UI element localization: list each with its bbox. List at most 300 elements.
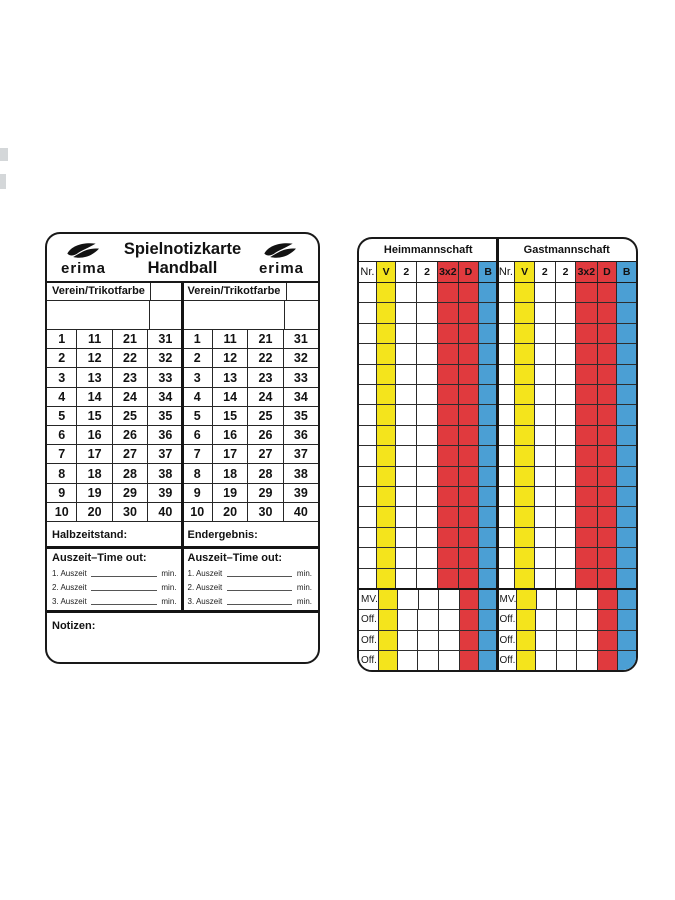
score-cell[interactable] (557, 590, 577, 609)
score-cell[interactable] (479, 283, 498, 302)
score-cell[interactable] (498, 324, 516, 343)
player-number-cell[interactable]: 4 (47, 388, 77, 406)
score-cell[interactable] (498, 344, 516, 363)
score-cell[interactable] (557, 631, 577, 650)
player-number-cell[interactable]: 13 (77, 368, 112, 386)
score-cell[interactable] (598, 385, 618, 404)
player-number-cell[interactable]: 26 (113, 426, 148, 444)
score-cell[interactable] (438, 569, 459, 588)
score-cell[interactable] (576, 283, 597, 302)
score-cell[interactable] (617, 548, 636, 567)
score-cell[interactable] (617, 324, 636, 343)
score-cell[interactable] (396, 528, 417, 547)
score-cell[interactable] (417, 487, 437, 506)
score-cell[interactable] (556, 385, 576, 404)
score-cell[interactable] (535, 365, 556, 384)
score-cell[interactable] (377, 426, 397, 445)
score-cell[interactable] (515, 528, 535, 547)
score-cell[interactable] (359, 426, 377, 445)
timeout-fill-line[interactable] (227, 583, 293, 591)
score-cell[interactable] (377, 303, 397, 322)
player-number-cell[interactable]: 13 (213, 368, 248, 386)
player-number-cell[interactable]: 5 (183, 407, 213, 425)
player-number-cell[interactable]: 19 (213, 484, 248, 502)
player-number-cell[interactable]: 2 (47, 349, 77, 367)
score-cell[interactable] (498, 548, 516, 567)
score-cell[interactable] (438, 365, 459, 384)
player-number-cell[interactable]: 23 (248, 368, 283, 386)
player-number-cell[interactable]: 27 (248, 445, 283, 463)
score-cell[interactable] (439, 651, 460, 670)
player-number-cell[interactable]: 14 (77, 388, 112, 406)
score-cell[interactable] (417, 426, 437, 445)
score-cell[interactable] (535, 426, 556, 445)
score-cell[interactable] (577, 590, 598, 609)
score-cell[interactable] (439, 631, 460, 650)
score-cell[interactable] (618, 610, 636, 629)
score-cell[interactable] (617, 303, 636, 322)
score-cell[interactable] (598, 548, 618, 567)
score-cell[interactable] (535, 467, 556, 486)
score-cell[interactable] (479, 344, 498, 363)
score-cell[interactable] (577, 610, 598, 629)
score-cell[interactable] (556, 528, 576, 547)
score-cell[interactable] (438, 324, 459, 343)
score-cell[interactable] (396, 324, 417, 343)
player-number-cell[interactable]: 5 (47, 407, 77, 425)
player-number-cell[interactable]: 20 (77, 503, 112, 521)
player-number-cell[interactable]: 34 (293, 389, 308, 404)
score-cell[interactable] (439, 610, 460, 629)
score-cell[interactable] (598, 569, 618, 588)
score-cell[interactable] (396, 507, 417, 526)
score-cell[interactable] (598, 651, 618, 670)
player-number-cell[interactable]: 7 (47, 445, 77, 463)
score-cell[interactable] (598, 590, 618, 609)
score-cell[interactable] (396, 405, 417, 424)
score-cell[interactable] (515, 405, 535, 424)
score-cell[interactable] (438, 548, 459, 567)
score-cell[interactable] (396, 426, 417, 445)
player-number-cell[interactable]: 11 (213, 330, 248, 348)
score-cell[interactable] (377, 365, 397, 384)
score-cell[interactable] (576, 528, 597, 547)
score-cell[interactable] (459, 303, 479, 322)
player-number-cell[interactable]: 30 (113, 503, 148, 521)
score-cell[interactable] (359, 507, 377, 526)
score-cell[interactable] (417, 344, 437, 363)
player-number-cell[interactable]: 36 (293, 428, 308, 443)
player-number-cell[interactable]: 32 (293, 351, 308, 366)
score-cell[interactable] (459, 446, 479, 465)
score-cell[interactable] (517, 610, 536, 629)
score-cell[interactable] (576, 405, 597, 424)
jersey-color-cell[interactable] (149, 301, 183, 329)
timeout-fill-line[interactable] (91, 597, 157, 605)
score-cell[interactable] (576, 569, 597, 588)
score-cell[interactable] (459, 548, 479, 567)
score-cell[interactable] (359, 283, 377, 302)
score-cell[interactable] (515, 548, 535, 567)
score-cell[interactable] (438, 507, 459, 526)
score-cell[interactable] (459, 467, 479, 486)
player-number-cell[interactable]: 3 (47, 368, 77, 386)
score-cell[interactable] (536, 631, 557, 650)
score-cell[interactable] (479, 590, 497, 609)
score-cell[interactable] (417, 548, 437, 567)
final-score-field[interactable] (183, 522, 319, 546)
score-cell[interactable] (417, 528, 437, 547)
player-number-cell[interactable]: 35 (158, 408, 173, 423)
player-number-cell[interactable]: 19 (77, 484, 112, 502)
player-number-cell[interactable]: 39 (293, 485, 308, 500)
score-cell[interactable] (479, 467, 498, 486)
player-number-cell[interactable]: 11 (77, 330, 112, 348)
score-cell[interactable] (617, 344, 636, 363)
score-cell[interactable] (479, 507, 498, 526)
player-number-cell[interactable]: 40 (293, 504, 308, 519)
score-cell[interactable] (515, 426, 535, 445)
score-cell[interactable] (459, 426, 479, 445)
score-cell[interactable] (359, 467, 377, 486)
player-number-cell[interactable]: 18 (77, 464, 112, 482)
player-number-cell[interactable]: 4 (183, 388, 213, 406)
player-number-cell[interactable]: 12 (77, 349, 112, 367)
score-cell[interactable] (359, 385, 377, 404)
score-cell[interactable] (479, 487, 498, 506)
player-number-cell[interactable]: 26 (248, 426, 283, 444)
score-cell[interactable] (515, 283, 535, 302)
timeout-fill-line[interactable] (91, 569, 157, 577)
score-cell[interactable] (398, 651, 419, 670)
player-number-cell[interactable]: 3 (183, 368, 213, 386)
player-number-cell[interactable]: 25 (113, 407, 148, 425)
player-number-cell[interactable]: 6 (183, 426, 213, 444)
score-cell[interactable] (556, 283, 576, 302)
score-cell[interactable] (598, 487, 618, 506)
score-cell[interactable] (535, 385, 556, 404)
score-cell[interactable] (459, 569, 479, 588)
notes-field[interactable] (47, 613, 318, 662)
score-cell[interactable] (515, 507, 535, 526)
score-cell[interactable] (517, 590, 536, 609)
score-cell[interactable] (617, 426, 636, 445)
score-cell[interactable] (396, 385, 417, 404)
player-number-cell[interactable]: 37 (158, 447, 173, 462)
player-number-cell[interactable]: 10 (183, 503, 213, 521)
score-cell[interactable] (359, 405, 377, 424)
score-cell[interactable] (417, 303, 437, 322)
score-cell[interactable] (535, 405, 556, 424)
score-cell[interactable] (556, 324, 576, 343)
score-cell[interactable] (377, 467, 397, 486)
score-cell[interactable] (515, 385, 535, 404)
score-cell[interactable] (515, 446, 535, 465)
score-cell[interactable] (438, 344, 459, 363)
score-cell[interactable] (556, 303, 576, 322)
player-number-cell[interactable]: 2 (183, 349, 213, 367)
player-number-cell[interactable]: 17 (213, 445, 248, 463)
score-cell[interactable] (535, 446, 556, 465)
score-cell[interactable] (498, 405, 516, 424)
player-number-cell[interactable]: 39 (158, 485, 173, 500)
score-cell[interactable] (556, 569, 576, 588)
jersey-color-cell[interactable] (150, 283, 182, 300)
score-cell[interactable] (556, 426, 576, 445)
player-number-cell[interactable]: 21 (113, 330, 148, 348)
score-cell[interactable] (459, 405, 479, 424)
score-cell[interactable] (459, 324, 479, 343)
score-cell[interactable] (556, 446, 576, 465)
score-cell[interactable] (359, 528, 377, 547)
score-cell[interactable] (576, 487, 597, 506)
score-cell[interactable] (515, 487, 535, 506)
score-cell[interactable] (419, 590, 439, 609)
score-cell[interactable] (618, 631, 636, 650)
score-cell[interactable] (418, 631, 438, 650)
score-cell[interactable] (396, 344, 417, 363)
score-cell[interactable] (576, 548, 597, 567)
score-cell[interactable] (459, 283, 479, 302)
score-cell[interactable] (498, 426, 516, 445)
score-cell[interactable] (598, 426, 618, 445)
score-cell[interactable] (535, 487, 556, 506)
score-cell[interactable] (459, 507, 479, 526)
score-cell[interactable] (498, 507, 516, 526)
score-cell[interactable] (479, 446, 498, 465)
score-cell[interactable] (396, 303, 417, 322)
player-number-cell[interactable]: 40 (158, 504, 173, 519)
score-cell[interactable] (598, 610, 618, 629)
score-cell[interactable] (479, 426, 498, 445)
score-cell[interactable] (379, 590, 398, 609)
player-number-cell[interactable]: 21 (248, 330, 283, 348)
score-cell[interactable] (359, 446, 377, 465)
score-cell[interactable] (576, 385, 597, 404)
score-cell[interactable] (359, 344, 377, 363)
score-cell[interactable] (576, 344, 597, 363)
score-cell[interactable] (417, 507, 437, 526)
player-number-cell[interactable]: 23 (113, 368, 148, 386)
score-cell[interactable] (598, 365, 618, 384)
score-cell[interactable] (517, 631, 536, 650)
score-cell[interactable] (556, 344, 576, 363)
score-cell[interactable] (556, 467, 576, 486)
player-number-cell[interactable]: 33 (158, 370, 173, 385)
player-number-cell[interactable]: 1 (183, 330, 213, 348)
club-name-field[interactable] (47, 301, 149, 329)
player-number-cell[interactable]: 33 (293, 370, 308, 385)
score-cell[interactable] (377, 569, 397, 588)
score-cell[interactable] (576, 365, 597, 384)
score-cell[interactable] (359, 569, 377, 588)
score-cell[interactable] (379, 651, 398, 670)
score-cell[interactable] (459, 487, 479, 506)
score-cell[interactable] (618, 651, 636, 670)
score-cell[interactable] (479, 405, 498, 424)
player-number-cell[interactable]: 38 (158, 466, 173, 481)
score-cell[interactable] (598, 446, 618, 465)
score-cell[interactable] (438, 303, 459, 322)
score-cell[interactable] (557, 610, 577, 629)
score-cell[interactable] (460, 610, 480, 629)
score-cell[interactable] (379, 610, 398, 629)
score-cell[interactable] (379, 631, 398, 650)
score-cell[interactable] (498, 528, 516, 547)
score-cell[interactable] (617, 283, 636, 302)
score-cell[interactable] (377, 487, 397, 506)
score-cell[interactable] (479, 548, 498, 567)
player-number-cell[interactable]: 35 (293, 408, 308, 423)
score-cell[interactable] (438, 426, 459, 445)
player-number-cell[interactable]: 24 (248, 388, 283, 406)
score-cell[interactable] (598, 344, 618, 363)
score-cell[interactable] (556, 548, 576, 567)
score-cell[interactable] (598, 303, 618, 322)
score-cell[interactable] (515, 365, 535, 384)
player-number-cell[interactable]: 29 (248, 484, 283, 502)
score-cell[interactable] (377, 405, 397, 424)
halftime-score-field[interactable] (47, 522, 183, 546)
score-cell[interactable] (535, 569, 556, 588)
score-cell[interactable] (398, 631, 419, 650)
player-number-cell[interactable]: 31 (293, 332, 308, 347)
score-cell[interactable] (417, 467, 437, 486)
player-number-cell[interactable]: 20 (213, 503, 248, 521)
score-cell[interactable] (498, 569, 516, 588)
score-cell[interactable] (359, 548, 377, 567)
score-cell[interactable] (498, 283, 516, 302)
score-cell[interactable] (537, 590, 558, 609)
score-cell[interactable] (417, 324, 437, 343)
score-cell[interactable] (479, 651, 497, 670)
player-number-cell[interactable]: 9 (47, 484, 77, 502)
player-number-cell[interactable]: 27 (113, 445, 148, 463)
timeout-fill-line[interactable] (227, 569, 293, 577)
score-cell[interactable] (418, 651, 438, 670)
score-cell[interactable] (517, 651, 536, 670)
player-number-cell[interactable]: 22 (248, 349, 283, 367)
score-cell[interactable] (535, 548, 556, 567)
score-cell[interactable] (479, 365, 498, 384)
score-cell[interactable] (598, 507, 618, 526)
player-number-cell[interactable]: 15 (213, 407, 248, 425)
score-cell[interactable] (359, 303, 377, 322)
player-number-cell[interactable]: 37 (293, 447, 308, 462)
score-cell[interactable] (396, 467, 417, 486)
score-cell[interactable] (556, 405, 576, 424)
player-number-cell[interactable]: 10 (47, 503, 77, 521)
score-cell[interactable] (515, 324, 535, 343)
score-cell[interactable] (479, 610, 497, 629)
score-cell[interactable] (617, 405, 636, 424)
score-cell[interactable] (498, 467, 516, 486)
score-cell[interactable] (396, 446, 417, 465)
player-number-cell[interactable]: 30 (248, 503, 283, 521)
club-name-field[interactable] (183, 301, 285, 329)
player-number-cell[interactable]: 28 (113, 464, 148, 482)
score-cell[interactable] (417, 385, 437, 404)
score-cell[interactable] (576, 507, 597, 526)
score-cell[interactable] (617, 385, 636, 404)
score-cell[interactable] (417, 569, 437, 588)
score-cell[interactable] (535, 528, 556, 547)
player-number-cell[interactable]: 9 (183, 484, 213, 502)
score-cell[interactable] (617, 446, 636, 465)
score-cell[interactable] (396, 283, 417, 302)
player-number-cell[interactable]: 36 (158, 428, 173, 443)
score-cell[interactable] (515, 303, 535, 322)
score-cell[interactable] (398, 610, 419, 629)
player-number-cell[interactable]: 16 (213, 426, 248, 444)
score-cell[interactable] (498, 385, 516, 404)
score-cell[interactable] (498, 446, 516, 465)
score-cell[interactable] (498, 303, 516, 322)
player-number-cell[interactable]: 6 (47, 426, 77, 444)
score-cell[interactable] (598, 283, 618, 302)
score-cell[interactable] (359, 365, 377, 384)
score-cell[interactable] (535, 344, 556, 363)
score-cell[interactable] (617, 507, 636, 526)
score-cell[interactable] (377, 344, 397, 363)
score-cell[interactable] (459, 385, 479, 404)
score-cell[interactable] (577, 631, 598, 650)
score-cell[interactable] (576, 467, 597, 486)
score-cell[interactable] (438, 528, 459, 547)
player-number-cell[interactable]: 7 (183, 445, 213, 463)
score-cell[interactable] (535, 324, 556, 343)
player-number-cell[interactable]: 8 (183, 464, 213, 482)
score-cell[interactable] (438, 446, 459, 465)
score-cell[interactable] (515, 467, 535, 486)
score-cell[interactable] (460, 651, 480, 670)
player-number-cell[interactable]: 29 (113, 484, 148, 502)
player-number-cell[interactable]: 31 (158, 332, 173, 347)
player-number-cell[interactable]: 24 (113, 388, 148, 406)
score-cell[interactable] (556, 487, 576, 506)
score-cell[interactable] (417, 283, 437, 302)
score-cell[interactable] (438, 487, 459, 506)
score-cell[interactable] (439, 590, 460, 609)
score-cell[interactable] (536, 651, 557, 670)
score-cell[interactable] (576, 446, 597, 465)
score-cell[interactable] (418, 610, 438, 629)
timeout-fill-line[interactable] (227, 597, 293, 605)
player-number-cell[interactable]: 22 (113, 349, 148, 367)
score-cell[interactable] (618, 590, 636, 609)
score-cell[interactable] (535, 507, 556, 526)
score-cell[interactable] (598, 528, 618, 547)
score-cell[interactable] (479, 303, 498, 322)
score-cell[interactable] (417, 405, 437, 424)
score-cell[interactable] (377, 385, 397, 404)
score-cell[interactable] (377, 548, 397, 567)
score-cell[interactable] (438, 385, 459, 404)
score-cell[interactable] (396, 487, 417, 506)
score-cell[interactable] (377, 446, 397, 465)
score-cell[interactable] (617, 365, 636, 384)
score-cell[interactable] (515, 344, 535, 363)
player-number-cell[interactable]: 17 (77, 445, 112, 463)
score-cell[interactable] (498, 365, 516, 384)
player-number-cell[interactable]: 14 (213, 388, 248, 406)
score-cell[interactable] (515, 569, 535, 588)
score-cell[interactable] (398, 590, 419, 609)
score-cell[interactable] (459, 528, 479, 547)
score-cell[interactable] (598, 324, 618, 343)
player-number-cell[interactable]: 38 (293, 466, 308, 481)
score-cell[interactable] (535, 303, 556, 322)
